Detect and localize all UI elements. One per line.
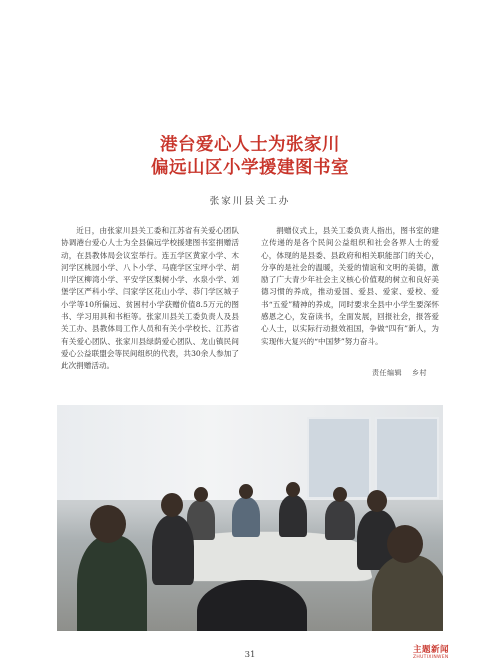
article-title-line2: 偏远山区小学援建图书室	[151, 158, 349, 178]
photo-person-head	[239, 484, 253, 499]
editor-credit-label: 责任编辑	[372, 369, 402, 377]
photo-person	[77, 535, 147, 631]
photo-person	[152, 515, 194, 585]
photo-person	[232, 497, 260, 537]
photo-person-head	[333, 487, 347, 502]
photo-person-head	[367, 490, 387, 512]
photo-person	[372, 555, 443, 631]
page-number: 31	[244, 650, 256, 660]
brand-pinyin: ZHUTIXINWEN	[413, 655, 449, 660]
photo-person	[197, 580, 307, 631]
photo-person	[279, 495, 307, 537]
photo-window	[375, 417, 439, 499]
editor-credit-name: 乡村	[412, 369, 427, 377]
article-column-left	[61, 225, 239, 373]
article-title-line1: 港台爱心人士为张家川	[160, 135, 340, 155]
photo-person-head	[194, 487, 208, 502]
photo-person-head	[90, 505, 126, 543]
article-paragraph-right: 捐赠仪式上，县关工委负责人指出，图书室的建立传递的是各个民间公益组织和社会各界人士的爱心，体现的是县委、县政府和相关职能部门的关心，分享的是社会的温暖，关爱的情谊和文明的美德，激励了广大青少年社会主义核心价值观的树立和良好美德习惯的养成，推动爱国、爱县、爱家、爱校、爱书“五爱”精神的养成，同时要求全县中小学生要深怀感恩之心，发奋读书，全面发展，回报社会，报答爱心人士，以实际行动报效祖国，争做“四有”新人，为实现伟大复兴的“中国梦”努力奋斗。	[261, 226, 439, 346]
brand-title: 主题新闻	[413, 645, 450, 655]
photo-person	[325, 500, 355, 540]
article-column-right	[261, 225, 439, 348]
photo-person-head	[161, 493, 183, 517]
editor-credit	[372, 368, 427, 378]
article-byline: 张家川县关工办	[209, 196, 291, 207]
photo-person-head	[286, 482, 300, 497]
meeting-photo	[57, 405, 443, 631]
photo-person-head	[387, 525, 423, 563]
article-paragraph-left: 近日，由张家川县关工委和江苏省有关爱心团队协调港台爱心人士为全县偏远学校援建图书室捐赠活动，在县教体局会议室举行。连五学区黄家小学、木河学区桃园小学、八卜小学、马鹿学区宝坪小学、胡川学区柳湾小学、平安学区梨树小学、水泉小学、刘堡学区严科小学、闫家学区花山小学、恭门学区城子小学等10所偏远、贫困村小学获赠价值8.5万元的图书、学习用具和书柜等。张家川县关工委负责人及县关工办、县教体局工作人员和有关小学校长、江苏省有关爱心团队、张家川县绿荫爱心团队、龙山镇民间爱心公益联盟会等民间组织的代表，共30余人参加了此次捐赠活动。	[61, 226, 239, 371]
